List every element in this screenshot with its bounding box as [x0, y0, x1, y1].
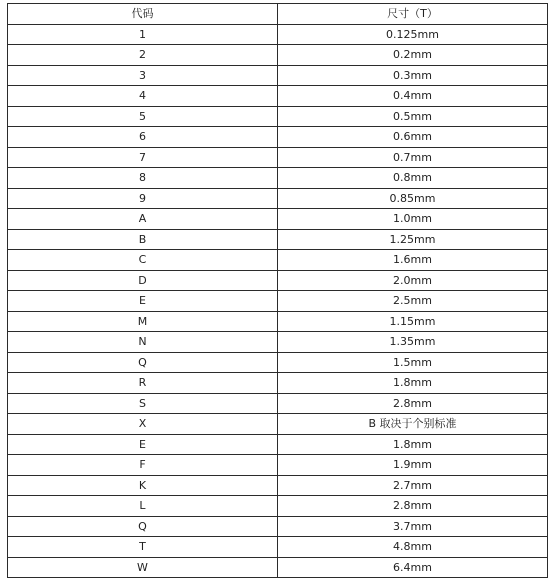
size-cell: 1.5mm [278, 352, 548, 373]
code-cell: S [8, 393, 278, 414]
table-row [8, 270, 548, 291]
code-cell: L [8, 496, 278, 517]
size-cell: B 取决于个别标准 [278, 414, 548, 435]
code-cell: N [8, 332, 278, 353]
size-cell: 2.8mm [278, 496, 548, 517]
table-row [8, 557, 548, 578]
table-row [8, 455, 548, 476]
code-cell: 8 [8, 168, 278, 189]
table-row [8, 188, 548, 209]
code-cell: F [8, 455, 278, 476]
table-row [8, 516, 548, 537]
code-cell: D [8, 270, 278, 291]
code-cell: 7 [8, 147, 278, 168]
table-row [8, 106, 548, 127]
size-cell: 1.35mm [278, 332, 548, 353]
size-cell: 1.8mm [278, 373, 548, 394]
size-cell: 1.15mm [278, 311, 548, 332]
code-cell: A [8, 209, 278, 230]
code-cell: 6 [8, 127, 278, 148]
table-row [8, 291, 548, 312]
code-cell: Q [8, 516, 278, 537]
code-cell: Q [8, 352, 278, 373]
size-cell: 6.4mm [278, 557, 548, 578]
code-cell: 5 [8, 106, 278, 127]
table-row [8, 209, 548, 230]
size-cell: 0.4mm [278, 86, 548, 107]
table-row [8, 311, 548, 332]
size-cell: 1.9mm [278, 455, 548, 476]
size-cell: 3.7mm [278, 516, 548, 537]
table-row [8, 475, 548, 496]
code-cell: 1 [8, 24, 278, 45]
size-cell: 0.7mm [278, 147, 548, 168]
table-row [8, 434, 548, 455]
size-cell: 2.7mm [278, 475, 548, 496]
size-cell: 0.6mm [278, 127, 548, 148]
size-cell: 2.5mm [278, 291, 548, 312]
size-cell: 2.0mm [278, 270, 548, 291]
code-cell: 2 [8, 45, 278, 66]
table-row [8, 24, 548, 45]
code-cell: W [8, 557, 278, 578]
size-cell: 0.85mm [278, 188, 548, 209]
code-cell: K [8, 475, 278, 496]
size-cell: 2.8mm [278, 393, 548, 414]
code-cell: T [8, 537, 278, 558]
code-cell: 4 [8, 86, 278, 107]
table-row [8, 537, 548, 558]
header-code: 代码 [8, 4, 278, 25]
code-cell: B [8, 229, 278, 250]
size-cell: 0.3mm [278, 65, 548, 86]
table-row [8, 393, 548, 414]
size-cell: 1.6mm [278, 250, 548, 271]
table-row [8, 65, 548, 86]
table-row [8, 229, 548, 250]
code-cell: R [8, 373, 278, 394]
code-cell: M [8, 311, 278, 332]
header-size: 尺寸（T） [278, 4, 548, 25]
size-cell: 0.8mm [278, 168, 548, 189]
code-cell: 9 [8, 188, 278, 209]
table-row [8, 332, 548, 353]
table-row [8, 45, 548, 66]
table-row [8, 250, 548, 271]
table-row [8, 147, 548, 168]
code-cell: E [8, 434, 278, 455]
size-cell: 0.5mm [278, 106, 548, 127]
table-row [8, 127, 548, 148]
table-row [8, 86, 548, 107]
table-row [8, 373, 548, 394]
code-cell: E [8, 291, 278, 312]
table-row [8, 414, 548, 435]
size-cell: 0.2mm [278, 45, 548, 66]
size-cell: 1.0mm [278, 209, 548, 230]
size-cell: 0.125mm [278, 24, 548, 45]
table-row [8, 352, 548, 373]
code-cell: C [8, 250, 278, 271]
table-row [8, 168, 548, 189]
size-cell: 1.25mm [278, 229, 548, 250]
table-header-row [8, 4, 548, 25]
code-cell: X [8, 414, 278, 435]
table-row [8, 496, 548, 517]
code-cell: 3 [8, 65, 278, 86]
code-size-table [7, 3, 548, 578]
size-cell: 4.8mm [278, 537, 548, 558]
size-cell: 1.8mm [278, 434, 548, 455]
